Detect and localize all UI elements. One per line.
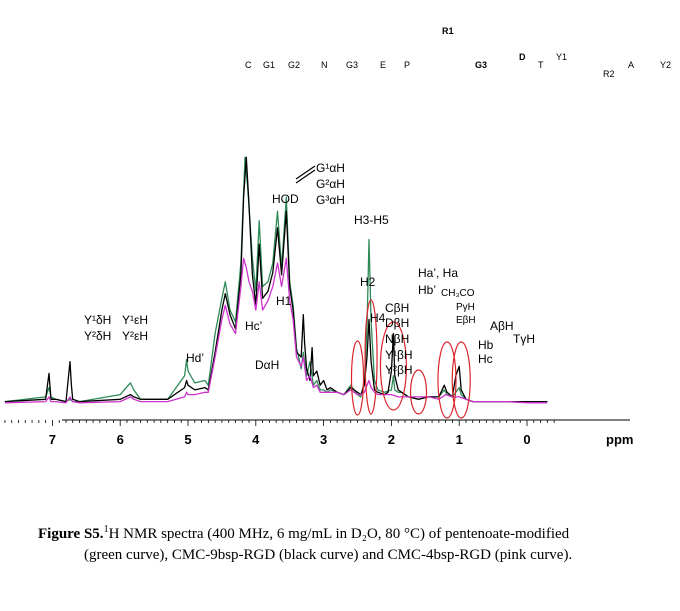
- x-tick-label-3: 3: [319, 432, 328, 447]
- caption-superscript: 1: [103, 524, 109, 535]
- peak-label-7: DαH: [255, 358, 280, 372]
- peak-label-16: CβH: [385, 301, 410, 315]
- residue-label-1: C: [245, 60, 252, 70]
- peak-label-21: Ha’, Ha: [418, 266, 459, 280]
- peak-label-5: Hd’: [186, 351, 205, 365]
- residue-label-3: G2: [288, 60, 301, 70]
- peak-label-11: G²αH: [316, 177, 345, 191]
- peak-label-9: HOD: [272, 192, 299, 206]
- peak-truncation-mark: [296, 166, 315, 183]
- caption-line2: (green curve), CMC-9bsp-RGD (black curve) and CMC-4bsp-RGD (pink curve).: [84, 547, 573, 563]
- peak-label-17: DβH: [385, 316, 410, 330]
- x-tick-label-1: 1: [455, 432, 463, 447]
- peak-label-29: TγH: [513, 332, 535, 346]
- x-axis-label: ppm: [606, 432, 634, 447]
- peak-label-10: G¹αH: [316, 161, 345, 175]
- peak-label-27: Hc: [478, 352, 493, 366]
- peak-label-14: H2: [360, 275, 376, 289]
- residue-label-7: P: [404, 60, 411, 70]
- residue-label-5: G3: [346, 60, 359, 70]
- peak-label-12: G³αH: [316, 193, 345, 207]
- peak-label-1: Y¹δH: [84, 313, 112, 327]
- peak-label-2: Y²δH: [84, 329, 112, 343]
- highlight-circle-4: [411, 370, 427, 414]
- peak-label-3: Y¹εH: [122, 313, 149, 327]
- residue-label-9: G3: [475, 60, 488, 70]
- peak-label-20: Y²βH: [385, 363, 413, 377]
- residue-label-8: R1: [442, 26, 454, 36]
- x-tick-label-5: 5: [184, 432, 192, 447]
- peak-label-24: PγH: [456, 302, 475, 313]
- peak-label-6: Hc’: [245, 319, 263, 333]
- residue-label-14: A: [628, 60, 635, 70]
- peak-label-13: H3-H5: [354, 213, 389, 227]
- residue-label-6: E: [380, 60, 387, 70]
- structure-residue-row: [245, 26, 671, 79]
- peak-label-18: NβH: [385, 332, 410, 346]
- peak-label-4: Y²εH: [122, 329, 149, 343]
- peak-labels: [84, 161, 535, 377]
- highlight-circle-5: [438, 342, 456, 418]
- residue-label-15: Y2: [660, 60, 672, 70]
- x-tick-label-6: 6: [116, 432, 124, 447]
- x-axis: [5, 420, 634, 447]
- residue-label-2: G1: [263, 60, 276, 70]
- peak-label-15: H4: [370, 311, 386, 325]
- figure-caption: [38, 519, 668, 566]
- caption-line1: H NMR spectra (400 MHz, 6 mg/mL in D₂O, 80 °C) of pentenoate-modified: [108, 526, 570, 542]
- highlight-circle-1: [352, 341, 364, 415]
- x-tick-label-4: 4: [252, 432, 260, 447]
- residue-label-4: N: [321, 60, 328, 70]
- peak-label-19: Y¹βH: [385, 348, 413, 362]
- x-tick-label-2: 2: [387, 432, 396, 447]
- peak-label-8: H1: [276, 294, 292, 308]
- residue-label-10: D: [519, 52, 526, 62]
- peak-label-25: EβH: [456, 315, 476, 326]
- peak-label-26: Hb: [478, 338, 494, 352]
- x-tick-label-0: 0: [523, 432, 531, 447]
- residue-label-11: T: [538, 60, 544, 70]
- peak-label-22: Hb’: [418, 283, 437, 297]
- x-tick-label-7: 7: [48, 432, 57, 447]
- residue-label-13: R2: [603, 69, 615, 79]
- caption-label: Figure S5.: [38, 526, 104, 542]
- residue-label-12: Y1: [556, 52, 568, 62]
- peak-label-28: AβH: [490, 319, 514, 333]
- peak-label-23: CH₃CO: [441, 288, 475, 299]
